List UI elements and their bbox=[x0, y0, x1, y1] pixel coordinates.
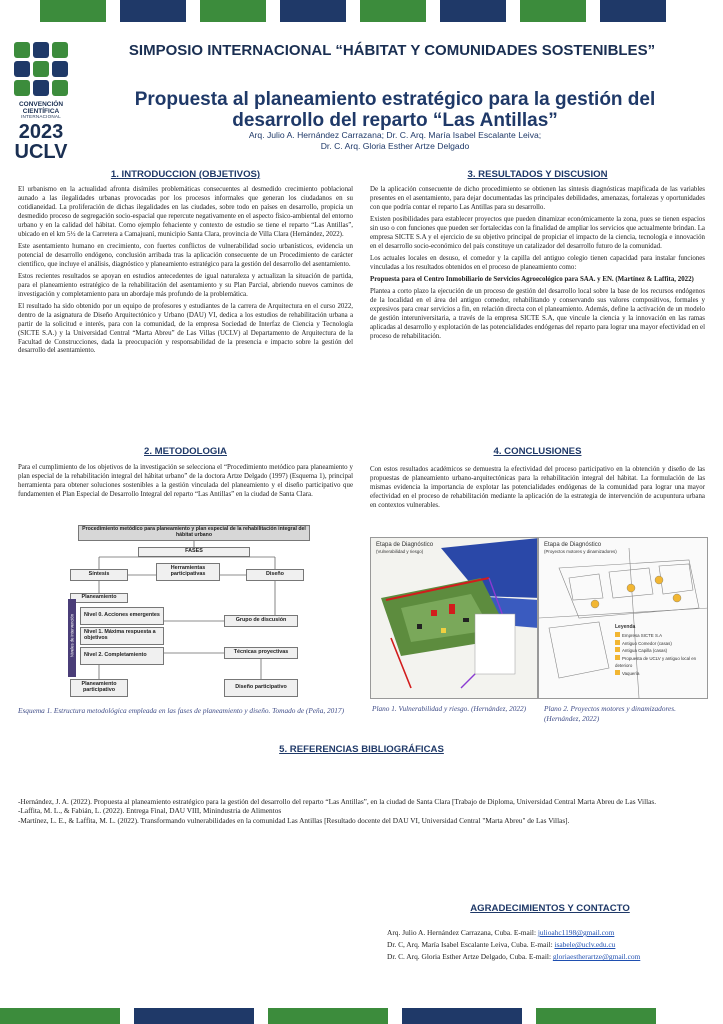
scheme-nivel0: Nivel 0. Acciones emergentes bbox=[80, 607, 164, 625]
legend-marker-icon bbox=[615, 647, 620, 652]
logo-org: UCLV bbox=[14, 140, 68, 163]
logo-line1: CONVENCIÓN bbox=[18, 101, 64, 108]
contact-email-link[interactable]: isabele@uclv.edu.cu bbox=[554, 940, 616, 950]
plano1-label-text: Etapa de Diagnóstico bbox=[376, 542, 434, 548]
contact-heading: AGRADECIMIENTOS Y CONTACTO bbox=[470, 903, 630, 914]
results-p1: De la aplicación consecuente de dicho procedimiento se obtienen las síntesis diagnósticas mapificada de las variables presentes en el asentamiento, para dejar documentadas las principales debilidades, amenazas, fortalezas y oportunidades con que podría contar el reparto Las Antillas para su desarrollo. bbox=[370, 186, 705, 211]
plano2-caption: Plano 2. Proyectos motores y dinamizadores. (Hernández, 2022) bbox=[544, 704, 676, 723]
scheme-sintesis: Síntesis bbox=[70, 569, 128, 581]
plano2-legend-item: Vaquería bbox=[615, 670, 703, 678]
results-heading: 3. RESULTADOS Y DISCUSION bbox=[467, 169, 608, 180]
results-p2: Existen posibilidades para establecer proyectos que pueden dinamizar económicamente la zona, pues se tienen espacios sin uso o con funciones que pueden ser fortalecidas con la finalidad de ampliar los servicios que actualmente brindan. La empresa SICTE S.A y el ejercicio de su objetivo principal de propiciar el impacto de la ciencia, tecnología e innovación en el desarrollo socio-económico del país constituye un catalizador del desarrollo futuro de la comunidad. bbox=[370, 215, 705, 250]
plano2-legend-item: Propuesta de UCLV y antiguo local en deterioro bbox=[615, 656, 697, 669]
plano1-label bbox=[376, 542, 433, 554]
scheme-diseno: Diseño bbox=[246, 569, 304, 581]
logo-squares-icon bbox=[12, 42, 70, 96]
method-heading: 2. METODOLOGIA bbox=[144, 446, 227, 457]
contact-item: Dr. C. Arq. Gloria Esther Artze Delgado, Cuba. E-mail: gloriaestherartze@gmail.com bbox=[387, 952, 641, 962]
method-p1: Para el cumplimiento de los objetivos de la investigación se selecciona el “Procedimiento metódico para planeamiento y plan especial de la rehabilitación integral del hábitat urbano” de la doctora Artze Delgado (1997) (Esquema 1), principal herramienta para obtener soluciones sostenibles a la gestión vinculada del planeamiento y el diseño participativo que fundamenten el Plan Especial de Desarrollo Integral del reparto “Las Antillas” en la ciudad de Santa Clara. bbox=[18, 464, 353, 498]
scheme-connectors bbox=[68, 525, 320, 701]
scheme-grupo: Grupo de discusión bbox=[224, 615, 298, 627]
plano2-legend-title: Leyenda bbox=[615, 624, 636, 630]
convention-logo bbox=[12, 42, 70, 162]
reference-item: -Laffita, M. L., & Fabián, L. (2022). Entrega Final, DAU VIII, Minindustria de Alimentos bbox=[18, 806, 282, 816]
plano2-sub-text: (Proyectos motores y dinamizadores) bbox=[544, 548, 617, 554]
scheme-title: Procedimiento metódico para planeamiento y plan especial de la rehabilitación integral del hábitat urbano bbox=[78, 525, 310, 541]
results-p4: Propuesta para el Centro Inmobiliario de Servicios Agroecológico para SAA. y EN. (Martínez & Laffita, 2022) bbox=[370, 275, 694, 283]
plano1-sub-text: (Vulnerabilidad y riesgo) bbox=[376, 548, 424, 554]
plano2-legend-item: Empresa SICTE S.A bbox=[615, 632, 703, 640]
plano2-label bbox=[544, 542, 617, 554]
authors bbox=[100, 130, 690, 152]
scheme-tecnicas: Técnicas proyectivas bbox=[224, 647, 298, 659]
scheme-herramientas: Herramientas participativas bbox=[156, 563, 220, 581]
plano2-legend-item: Antigua Capilla (casas) bbox=[615, 647, 703, 655]
scheme-nivel1: Nivel 1. Máxima respuesta a objetivos bbox=[80, 627, 164, 645]
conclusions-text bbox=[370, 466, 705, 514]
legend-marker-icon bbox=[615, 640, 620, 645]
top-stripe bbox=[0, 0, 723, 22]
reference-item: -Hernández, J. A. (2022). Propuesta al planeamiento estratégico para la gestión del desarrollo del reparto “Las Antillas”, en la ciudad de Santa Clara [Trabajo de Diploma, Universidad Central Marta Abreu de Las Villas. bbox=[18, 797, 657, 806]
legend-marker-icon bbox=[615, 670, 620, 675]
contact-item: Dr. C, Arq. María Isabel Escalante Leiva, Cuba. E-mail: isabele@uclv.edu.cu bbox=[387, 940, 616, 950]
results-p3: Los actuales locales en desuso, el comedor y la capilla del antiguo colegio tienen capacidad para instalar funciones vinculadas a los resultados obtenidos en el proceso de planeamiento como: bbox=[370, 254, 705, 271]
plano2-legend-item: Antiguo Comedor (casas) bbox=[615, 640, 703, 648]
conclusions-p1: Con estos resultados académicos se demuestra la efectividad del proceso participativo en la obtención y diseño de las propuestas de planeamiento urbano-arquitectónicas para la rehabilitación integral del hábitat. La formulación de las mismas evidencia la importancia de explotar las potencialidades endógenas de la comunidad para lograr una mayor efectividad en el proceso de rehabilitación mediante la aplicación de la estrategia de intervención de acupuntura urbana en contextos vulnerables. bbox=[370, 466, 705, 509]
bottom-stripe bbox=[0, 1008, 723, 1024]
scheme-side-label: Niveles de intervención bbox=[69, 613, 75, 658]
scheme-plan-part: Planeamiento participativo bbox=[70, 679, 128, 697]
intro-p4: El resultado ha sido obtenido por un equipo de profesores y estudiantes de la carrera de Arquitectura en el curso 2022, dentro de la asignatura de Diseño Arquitectónico y Urbano (DAU) VI, dedica a los estudios de rehabilitación urbana a partir de la solicitud e interés, para con la comunidad, de la empresa Sociedad de Interfaz de Ciencia y Tecnología (SICTE S.A.) y la Universidad Central “Marta Abreu” de Las Villas (UCLV) al Departamento de Arquitectura de la Facultad de Construcciones, dada la preocupación y responsabilidad de la presencia e impacto sobre la gestión del desarrollo del asentamiento. bbox=[18, 302, 353, 355]
symposium-title: SIMPOSIO INTERNACIONAL “HÁBITAT Y COMUNIDADES SOSTENIBLES” bbox=[128, 42, 656, 59]
logo-line2: CIENTÍFICA bbox=[22, 107, 60, 115]
poster-title: Propuesta al planeamiento estratégico para la gestión del desarrollo del reparto “Las Antillas” bbox=[134, 89, 656, 131]
plano1-map bbox=[370, 537, 538, 699]
scheme-caption: Esquema 1. Estructura metodológica empleada en las fases de planeamiento y diseño. Tomado de (Peña, 2017) bbox=[18, 706, 345, 715]
intro-text bbox=[18, 186, 353, 359]
authors-line2: Dr. C. Arq. Gloria Esther Artze Delgado bbox=[320, 141, 470, 152]
scheme-dis-part: Diseño participativo bbox=[224, 679, 298, 697]
contact-email-link[interactable]: julioahc1198@gmail.com bbox=[537, 928, 615, 937]
contact-email-link[interactable]: gloriaestherartze@gmail.com bbox=[552, 952, 641, 962]
scheme-diagram bbox=[68, 525, 320, 701]
legend-marker-icon bbox=[615, 632, 620, 637]
scheme-nivel2: Nivel 2. Completamiento bbox=[80, 647, 164, 665]
plano2-map bbox=[538, 537, 708, 699]
references-list bbox=[18, 797, 708, 825]
plano2-label-text: Etapa de Diagnóstico bbox=[544, 542, 602, 548]
intro-p2: Este asentamiento humano en crecimiento, con fuertes conflictos de vulnerabilidad socio urbanísticos, evidencia un potencial de desarrollo endógeno, conclusión arribada tras la aplicación consecuente de un Procedimiento de carácter científico, que incluye el análisis, diagnóstico y planeamiento estratégico para la gestión del desarrollo del asentamiento. bbox=[18, 242, 353, 268]
scheme-planeamiento: Planeamiento bbox=[70, 593, 128, 603]
contact-list bbox=[387, 927, 707, 964]
logo-line3: INTERNACIONAL bbox=[21, 114, 61, 119]
contact-item: Arq. Julio A. Hernández Carrazana, Cuba. E-mail: julioahc1198@gmail.com bbox=[387, 928, 615, 937]
intro-p1: El urbanismo en la actualidad afronta disímiles problemáticas consecuentes al desmedido crecimiento poblacional aunado a las ilegalidades urbanas provocadas por los procesos informales que generan los ciudadanos en su cotidianeidad. La proliferación de dichas ilegalidades en las ciudades, sobre todo en países en desarrollo, propicia un desmedido proceso de segregación socio-espacial que repercute negativamente en el aspecto físico-ambiental del entorno urbano y en la calidad del hábitat. Como ejemplo fehaciente y contexto de estudio se tiene el reparto “Las Antillas”, ubicado en el km 5½ de la Carretera a Camajuaní, municipio Santa Clara, provincia de Villa Clara (Hernández, 2022). bbox=[18, 186, 353, 238]
method-text bbox=[18, 464, 353, 503]
reference-item: -Martínez, L. E., & Laffita, M. L. (2022). Transformando vulnerabilidades en la comunidad Las Antillas [Resultado docente del DAU VI, Universidad Central "Marta Abreu" de Las Villas]. bbox=[18, 815, 570, 825]
intro-p3: Estos recientes resultados se apoyan en estudios antecedentes de igual naturaleza y actualizan la situación de partida, para el planeamiento estratégico de la rehabilitación del asentamiento y su Plan Parcial, abriendo nuevos caminos de investigación y completamiento para un abordaje más profundo de la problemática. bbox=[18, 272, 353, 298]
intro-heading: 1. INTRODUCCION (OBJETIVOS) bbox=[110, 169, 261, 180]
plano1-drawing bbox=[371, 538, 538, 699]
plano1-caption: Plano 1. Vulnerabilidad y riesgo. (Hernández, 2022) bbox=[372, 704, 527, 713]
authors-line1: Arq. Julio A. Hernández Carrazana; Dr. C. Arq. María Isabel Escalante Leiva; bbox=[248, 130, 542, 140]
legend-marker-icon bbox=[615, 655, 620, 660]
logo-year: 2023 bbox=[18, 120, 64, 143]
results-text bbox=[370, 186, 705, 345]
conclusions-heading: 4. CONCLUSIONES bbox=[493, 446, 582, 457]
results-p5: Plantea a corto plazo la ejecución de un proceso de gestión del desarrollo local sobre la base de los recursos endógenos de la localidad en el área del antiguo comedor, rehabilitando y conservando sus valores compositivos, formales y expresivos para crear servicios a fin, en relación directa con el planeamiento. Además, define la activación de un modelo de gestión interuniversitaria, a través de la empresa SICTE S.A, que vincule la ciencia y la innovación en las ramas aplicadas al desarrollo y explotación de las potencialidades endógenas del reparto para lograr una mayor efectividad en el proceso de rehabilitación. bbox=[370, 287, 706, 340]
references-heading: 5. REFERENCIAS BIBLIOGRÁFICAS bbox=[279, 744, 444, 755]
plano2-legend bbox=[615, 624, 703, 678]
scheme-fases: FASES bbox=[138, 547, 250, 557]
